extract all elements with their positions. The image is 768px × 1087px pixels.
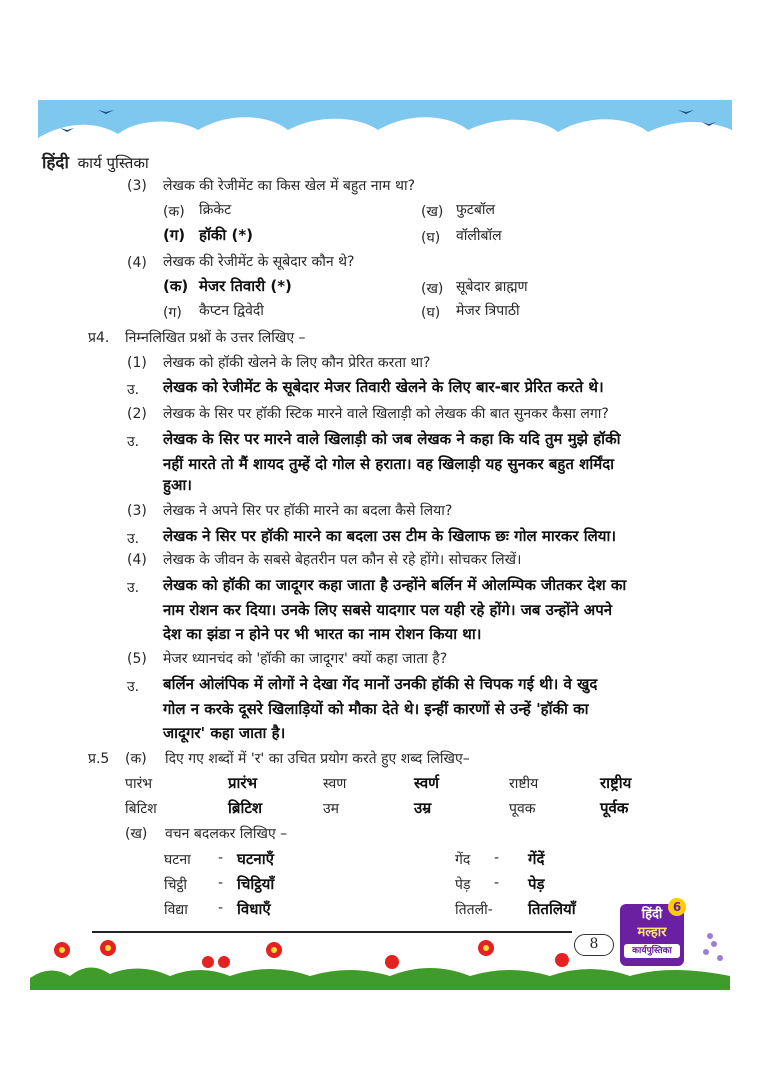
- flower-icon: [202, 956, 214, 968]
- q3-number: (3): [127, 178, 147, 194]
- header-sky-banner: [38, 100, 732, 150]
- flower-icon: [555, 953, 569, 967]
- p4-q5-answer-line1: बर्लिन ओलंपिक में लोगों ने देखा गेंद मानों उनकी हॉकी से चिपक गई थी। वे खुद: [163, 675, 598, 693]
- p4-q4-answer-line1: लेखक को हॉकी का जादूगर कहा जाता है उन्होंने बर्लिन में ओलम्पिक जीतकर देश का: [163, 576, 627, 594]
- q4-option-a-correct: मेजर तिवारी (*): [199, 277, 292, 295]
- grass: [30, 967, 730, 990]
- q3-option-b-label: (ख): [421, 204, 444, 220]
- p4-q2-answer-line3: हुआ।: [163, 476, 192, 494]
- flower-icon: [385, 955, 399, 969]
- q4-question: लेखक की रेजीमेंट के सूबेदार कौन थे?: [163, 254, 355, 270]
- vachan-answer: पेड़: [528, 875, 545, 893]
- hindi-logo: हिंदी: [42, 153, 69, 173]
- grade-badge: 6: [668, 898, 686, 916]
- ra-word-answer: स्वर्ण: [414, 774, 440, 792]
- q3-option-b: फुटबॉल: [456, 202, 495, 218]
- p5-part-a-label: (क): [125, 751, 147, 767]
- q4-option-d-label: (घ): [421, 305, 441, 321]
- ra-word-answer: प्रारंभ: [228, 774, 258, 792]
- brand-line-hindi: हिंदी: [641, 907, 663, 922]
- p4-q5-number: (5): [127, 651, 147, 667]
- ra-word-answer: ब्रिटिश: [228, 799, 263, 817]
- vachan-word: घटना: [164, 852, 191, 868]
- flower-center: [105, 945, 111, 951]
- p4-q5-answer-line3: जादूगर' कहा जाता है।: [163, 724, 286, 742]
- p4-q4-answer-label: उ.: [127, 580, 140, 596]
- p4-q5-answer-label: उ.: [127, 679, 140, 695]
- q3-option-c-correct: हॉकी (*): [199, 226, 254, 244]
- page-number: 8: [574, 934, 614, 956]
- vachan-answer: तितलियाँ: [528, 900, 576, 918]
- brand-line-workbook: कार्यपुस्तिका: [624, 944, 680, 958]
- p4-q3-number: (3): [127, 503, 147, 519]
- q4-option-b-label: (ख): [421, 281, 444, 297]
- p4-q1-answer: लेखक को रेजीमेंट के सूबेदार मेजर तिवारी खेलने के लिए बार-बार प्रेरित करते थे।: [163, 378, 604, 396]
- p4-q2-answer-label: उ.: [127, 434, 140, 450]
- p4-heading: निम्नलिखित प्रश्नों के उत्तर लिखिए –: [125, 330, 306, 346]
- p4-q2-question: लेखक के सिर पर हॉकी स्टिक मारने वाले खिलाड़ी को लेखक की बात सुनकर कैसा लगा?: [163, 406, 609, 422]
- brand-line-malhar: मल्हार: [637, 925, 667, 940]
- p4-q1-number: (1): [127, 355, 147, 371]
- p4-q2-number: (2): [127, 406, 147, 422]
- vachan-dash: -: [218, 875, 224, 891]
- q3-option-a: क्रिकेट: [199, 202, 232, 218]
- p4-q3-answer: लेखक ने सिर पर हॉकी मारने का बदला उस टीम के खिलाफ छः गोल मारकर लिया।: [163, 527, 617, 545]
- flower-center: [271, 947, 277, 953]
- lavender-icon: [711, 941, 717, 947]
- p4-q5-question: मेजर ध्यानचंद को 'हॉकी का जादूगर' क्यों कहा जाता है?: [163, 651, 448, 667]
- vachan-answer: चिट्ठियाँ: [237, 875, 275, 893]
- lavender-icon: [717, 955, 723, 961]
- p4-q4-answer-line2: नाम रोशन कर दिया। उनके लिए सबसे यादगार पल यही रहे होंगे। जब उन्होंने अपने: [163, 601, 613, 619]
- flower-icon: [218, 956, 230, 968]
- brand-logo-badge: [620, 900, 684, 966]
- ra-word-given: पूवक: [509, 801, 536, 817]
- q4-option-a-label: (क): [163, 277, 189, 295]
- ra-word-given: बिटिश: [125, 801, 157, 817]
- p4-q2-answer-line2: नहीं मारते तो मैं शायद तुम्हें दो गोल से हराता। वह खिलाड़ी यह सुनकर बहुत शर्मिंदा: [163, 455, 615, 473]
- vachan-answer: गेंदें: [528, 850, 545, 868]
- lavender-icon: [703, 949, 709, 955]
- q4-number: (4): [127, 255, 147, 271]
- p4-q3-answer-label: उ.: [127, 531, 140, 547]
- q3-option-d: वॉलीबॉल: [456, 228, 502, 244]
- p5-part-b-label: (ख): [125, 826, 148, 842]
- q3-option-d-label: (घ): [421, 230, 441, 246]
- q3-option-a-label: (क): [163, 204, 185, 220]
- header-title-text: कार्य पुस्तिका: [77, 154, 149, 172]
- flower-center: [59, 947, 65, 953]
- q3-question: लेखक की रेजीमेंट का किस खेल में बहुत नाम था?: [163, 178, 416, 194]
- flower-center: [483, 945, 489, 951]
- p4-q5-answer-line2: गोल न करके दूसरे खिलाड़ियों को मौका देते थे। इन्हीं कारणों से उन्हें 'हॉकी का: [163, 700, 589, 718]
- q4-option-b: सूबेदार ब्राह्मण: [456, 279, 528, 295]
- p5-label: प्र.5: [88, 751, 110, 767]
- ra-word-given: पारंभ: [125, 776, 153, 792]
- q4-option-c-label: (ग): [163, 305, 182, 321]
- p5-part-a-instruction: दिए गए शब्दों में 'र' का उचित प्रयोग करते हुए शब्द लिखिए–: [165, 751, 470, 767]
- vachan-dash: -: [218, 900, 224, 916]
- p4-q4-question: लेखक के जीवन के सबसे बेहतरीन पल कौन से रहे होंगे। सोचकर लिखें।: [163, 552, 522, 568]
- lavender-icon: [707, 933, 713, 939]
- q4-option-d: मेजर त्रिपाठी: [456, 303, 520, 319]
- p4-q2-answer-line1: लेखक के सिर पर मारने वाले खिलाड़ी को जब लेखक ने कहा कि यदि तुम मुझे हॉकी: [163, 430, 621, 448]
- p5-part-b-instruction: वचन बदलकर लिखिए –: [165, 826, 288, 842]
- q4-option-c: कैप्टन द्विवेदी: [199, 303, 264, 319]
- vachan-dash: -: [494, 875, 500, 891]
- page-header: [42, 150, 149, 173]
- p4-q1-answer-label: उ.: [127, 382, 140, 398]
- vachan-word: विद्या: [164, 902, 188, 918]
- p4-q3-question: लेखक ने अपने सिर पर हॉकी मारने का बदला कैसे लिया?: [163, 503, 453, 519]
- ra-word-given: स्वण: [323, 776, 347, 792]
- vachan-word: पेड़: [455, 877, 471, 893]
- vachan-word: तितली-: [455, 902, 493, 918]
- vachan-answer: घटनाएँ: [237, 850, 274, 868]
- vachan-answer: विधाएँ: [237, 900, 271, 918]
- ra-word-answer: पूर्वक: [600, 799, 629, 817]
- ra-word-answer: राष्ट्रीय: [600, 774, 632, 792]
- ra-word-answer: उम्र: [414, 799, 432, 817]
- vachan-dash: -: [494, 850, 500, 866]
- p4-label: प्र4.: [88, 330, 110, 346]
- vachan-dash: -: [218, 850, 224, 866]
- vachan-word: गेंद: [455, 852, 471, 868]
- p4-q1-question: लेखक को हॉकी खेलने के लिए कौन प्रेरित करता था?: [163, 355, 431, 371]
- p4-q4-answer-line3: देश का झंडा न होने पर भी भारत का नाम रोशन किया था।: [163, 625, 482, 643]
- vachan-word: चिट्ठी: [164, 877, 187, 893]
- ra-word-given: उम: [323, 801, 340, 817]
- ra-word-given: राष्टीय: [509, 776, 539, 792]
- p4-q4-number: (4): [127, 552, 147, 568]
- q3-option-c-label: (ग): [163, 226, 186, 244]
